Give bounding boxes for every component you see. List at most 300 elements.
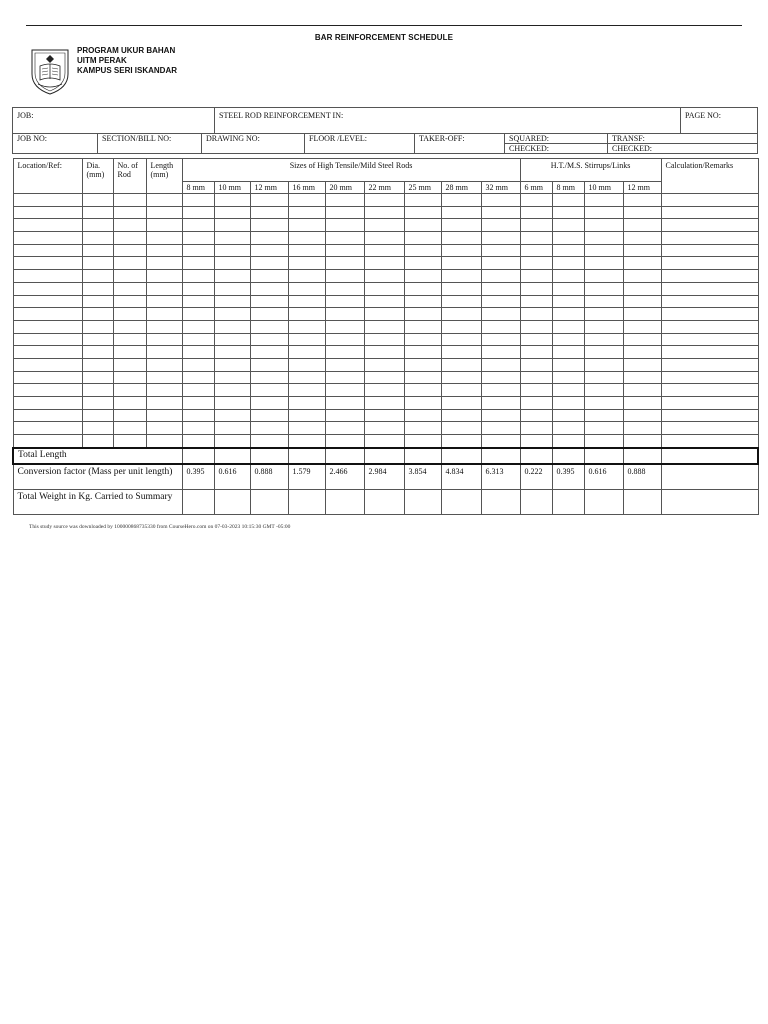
entry-cell[interactable] — [623, 371, 661, 384]
entry-cell[interactable] — [404, 397, 441, 410]
entry-cell[interactable] — [661, 257, 758, 270]
entry-cell[interactable] — [481, 206, 520, 219]
entry-cell[interactable] — [146, 422, 182, 435]
total-weight-cell[interactable] — [481, 489, 520, 514]
entry-cell[interactable] — [182, 320, 214, 333]
entry-cell[interactable] — [520, 422, 552, 435]
entry-cell[interactable] — [182, 333, 214, 346]
entry-cell[interactable] — [214, 282, 250, 295]
entry-cell[interactable] — [182, 435, 214, 448]
entry-cell[interactable] — [214, 295, 250, 308]
entry-cell[interactable] — [364, 358, 404, 371]
entry-cell[interactable] — [325, 194, 364, 207]
entry-cell[interactable] — [250, 320, 288, 333]
entry-cell[interactable] — [623, 270, 661, 283]
entry-cell[interactable] — [623, 333, 661, 346]
entry-cell[interactable] — [520, 308, 552, 321]
entry-cell[interactable] — [584, 409, 623, 422]
entry-cell[interactable] — [481, 333, 520, 346]
entry-cell[interactable] — [364, 206, 404, 219]
entry-cell[interactable] — [584, 295, 623, 308]
entry-cell[interactable] — [13, 219, 82, 232]
transf-field[interactable]: TRANSF: — [608, 134, 758, 144]
entry-cell[interactable] — [214, 384, 250, 397]
entry-cell[interactable] — [13, 257, 82, 270]
entry-cell[interactable] — [552, 346, 584, 359]
entry-cell[interactable] — [661, 384, 758, 397]
entry-cell[interactable] — [146, 308, 182, 321]
entry-cell[interactable] — [250, 422, 288, 435]
entry-cell[interactable] — [584, 320, 623, 333]
total-weight-cell[interactable] — [288, 489, 325, 514]
entry-cell[interactable] — [552, 308, 584, 321]
total-weight-cell[interactable] — [623, 489, 661, 514]
entry-cell[interactable] — [404, 232, 441, 245]
section-bill-field[interactable]: SECTION/BILL NO: — [98, 134, 202, 154]
entry-cell[interactable] — [325, 295, 364, 308]
entry-cell[interactable] — [82, 219, 113, 232]
entry-cell[interactable] — [364, 384, 404, 397]
entry-cell[interactable] — [441, 219, 481, 232]
entry-cell[interactable] — [623, 244, 661, 257]
entry-cell[interactable] — [13, 244, 82, 257]
entry-cell[interactable] — [623, 422, 661, 435]
total-length-cell[interactable] — [364, 448, 404, 464]
entry-cell[interactable] — [623, 384, 661, 397]
entry-cell[interactable] — [404, 219, 441, 232]
entry-cell[interactable] — [552, 358, 584, 371]
entry-cell[interactable] — [584, 282, 623, 295]
entry-cell[interactable] — [661, 219, 758, 232]
entry-cell[interactable] — [520, 346, 552, 359]
entry-cell[interactable] — [288, 397, 325, 410]
total-length-cell[interactable] — [250, 448, 288, 464]
entry-cell[interactable] — [82, 358, 113, 371]
entry-cell[interactable] — [661, 346, 758, 359]
entry-cell[interactable] — [288, 232, 325, 245]
entry-cell[interactable] — [661, 308, 758, 321]
entry-cell[interactable] — [661, 282, 758, 295]
entry-cell[interactable] — [214, 257, 250, 270]
entry-cell[interactable] — [250, 333, 288, 346]
entry-cell[interactable] — [623, 358, 661, 371]
entry-cell[interactable] — [623, 409, 661, 422]
entry-cell[interactable] — [552, 422, 584, 435]
entry-cell[interactable] — [13, 320, 82, 333]
entry-cell[interactable] — [182, 257, 214, 270]
entry-cell[interactable] — [325, 409, 364, 422]
entry-cell[interactable] — [552, 397, 584, 410]
entry-cell[interactable] — [441, 232, 481, 245]
total-length-cell[interactable] — [623, 448, 661, 464]
entry-cell[interactable] — [623, 308, 661, 321]
entry-cell[interactable] — [552, 295, 584, 308]
entry-cell[interactable] — [552, 333, 584, 346]
entry-cell[interactable] — [661, 422, 758, 435]
entry-cell[interactable] — [441, 270, 481, 283]
conversion-remarks-cell[interactable] — [661, 464, 758, 490]
entry-cell[interactable] — [481, 194, 520, 207]
entry-cell[interactable] — [82, 409, 113, 422]
entry-cell[interactable] — [623, 295, 661, 308]
entry-cell[interactable] — [82, 206, 113, 219]
entry-cell[interactable] — [623, 397, 661, 410]
taker-off-field[interactable]: TAKER-OFF: — [415, 134, 505, 154]
entry-cell[interactable] — [214, 206, 250, 219]
entry-cell[interactable] — [661, 244, 758, 257]
entry-cell[interactable] — [288, 333, 325, 346]
entry-cell[interactable] — [364, 308, 404, 321]
entry-cell[interactable] — [146, 320, 182, 333]
entry-cell[interactable] — [325, 320, 364, 333]
entry-cell[interactable] — [82, 308, 113, 321]
entry-cell[interactable] — [404, 435, 441, 448]
entry-cell[interactable] — [481, 384, 520, 397]
entry-cell[interactable] — [113, 333, 146, 346]
squared-field[interactable]: SQUARED: — [505, 134, 608, 144]
entry-cell[interactable] — [82, 384, 113, 397]
entry-cell[interactable] — [584, 371, 623, 384]
entry-cell[interactable] — [481, 270, 520, 283]
entry-cell[interactable] — [584, 358, 623, 371]
entry-cell[interactable] — [113, 295, 146, 308]
entry-cell[interactable] — [584, 422, 623, 435]
entry-cell[interactable] — [250, 397, 288, 410]
entry-cell[interactable] — [661, 206, 758, 219]
entry-cell[interactable] — [325, 435, 364, 448]
entry-cell[interactable] — [552, 194, 584, 207]
entry-cell[interactable] — [364, 219, 404, 232]
entry-cell[interactable] — [82, 270, 113, 283]
entry-cell[interactable] — [481, 257, 520, 270]
entry-cell[interactable] — [113, 397, 146, 410]
entry-cell[interactable] — [623, 346, 661, 359]
entry-cell[interactable] — [584, 206, 623, 219]
entry-cell[interactable] — [623, 435, 661, 448]
entry-cell[interactable] — [520, 371, 552, 384]
entry-cell[interactable] — [481, 422, 520, 435]
entry-cell[interactable] — [146, 371, 182, 384]
entry-cell[interactable] — [661, 333, 758, 346]
entry-cell[interactable] — [404, 308, 441, 321]
total-weight-cell[interactable] — [520, 489, 552, 514]
entry-cell[interactable] — [146, 232, 182, 245]
entry-cell[interactable] — [481, 232, 520, 245]
total-length-cell[interactable] — [441, 448, 481, 464]
entry-cell[interactable] — [146, 244, 182, 257]
entry-cell[interactable] — [182, 308, 214, 321]
entry-cell[interactable] — [584, 384, 623, 397]
entry-cell[interactable] — [441, 206, 481, 219]
entry-cell[interactable] — [113, 308, 146, 321]
entry-cell[interactable] — [82, 282, 113, 295]
total-weight-cell[interactable] — [364, 489, 404, 514]
entry-cell[interactable] — [113, 206, 146, 219]
entry-cell[interactable] — [481, 282, 520, 295]
entry-cell[interactable] — [250, 409, 288, 422]
entry-cell[interactable] — [364, 320, 404, 333]
entry-cell[interactable] — [288, 435, 325, 448]
entry-cell[interactable] — [661, 194, 758, 207]
entry-cell[interactable] — [441, 384, 481, 397]
entry-cell[interactable] — [82, 194, 113, 207]
total-length-cell[interactable] — [214, 448, 250, 464]
entry-cell[interactable] — [13, 270, 82, 283]
entry-cell[interactable] — [441, 409, 481, 422]
entry-cell[interactable] — [623, 232, 661, 245]
total-length-cell[interactable] — [182, 448, 214, 464]
entry-cell[interactable] — [520, 435, 552, 448]
entry-cell[interactable] — [113, 435, 146, 448]
entry-cell[interactable] — [82, 397, 113, 410]
entry-cell[interactable] — [661, 270, 758, 283]
total-weight-cell[interactable] — [584, 489, 623, 514]
entry-cell[interactable] — [214, 371, 250, 384]
entry-cell[interactable] — [623, 206, 661, 219]
entry-cell[interactable] — [404, 409, 441, 422]
total-length-cell[interactable] — [661, 448, 758, 464]
entry-cell[interactable] — [552, 409, 584, 422]
entry-cell[interactable] — [441, 308, 481, 321]
entry-cell[interactable] — [146, 384, 182, 397]
entry-cell[interactable] — [552, 282, 584, 295]
entry-cell[interactable] — [661, 320, 758, 333]
entry-cell[interactable] — [214, 219, 250, 232]
entry-cell[interactable] — [146, 333, 182, 346]
entry-cell[interactable] — [82, 422, 113, 435]
entry-cell[interactable] — [404, 346, 441, 359]
entry-cell[interactable] — [325, 219, 364, 232]
entry-cell[interactable] — [325, 371, 364, 384]
entry-cell[interactable] — [325, 206, 364, 219]
entry-cell[interactable] — [250, 358, 288, 371]
entry-cell[interactable] — [481, 308, 520, 321]
entry-cell[interactable] — [441, 346, 481, 359]
entry-cell[interactable] — [481, 295, 520, 308]
entry-cell[interactable] — [288, 219, 325, 232]
entry-cell[interactable] — [13, 435, 82, 448]
entry-cell[interactable] — [481, 397, 520, 410]
total-weight-cell[interactable] — [661, 489, 758, 514]
entry-cell[interactable] — [288, 295, 325, 308]
entry-cell[interactable] — [441, 435, 481, 448]
entry-cell[interactable] — [13, 333, 82, 346]
entry-cell[interactable] — [82, 435, 113, 448]
entry-cell[interactable] — [250, 219, 288, 232]
entry-cell[interactable] — [82, 295, 113, 308]
entry-cell[interactable] — [552, 257, 584, 270]
entry-cell[interactable] — [82, 257, 113, 270]
entry-cell[interactable] — [214, 358, 250, 371]
entry-cell[interactable] — [404, 270, 441, 283]
entry-cell[interactable] — [113, 422, 146, 435]
entry-cell[interactable] — [404, 282, 441, 295]
entry-cell[interactable] — [182, 397, 214, 410]
entry-cell[interactable] — [82, 320, 113, 333]
entry-cell[interactable] — [113, 409, 146, 422]
total-weight-cell[interactable] — [214, 489, 250, 514]
entry-cell[interactable] — [661, 232, 758, 245]
entry-cell[interactable] — [214, 232, 250, 245]
entry-cell[interactable] — [82, 232, 113, 245]
entry-cell[interactable] — [481, 320, 520, 333]
entry-cell[interactable] — [182, 282, 214, 295]
entry-cell[interactable] — [146, 282, 182, 295]
entry-cell[interactable] — [364, 194, 404, 207]
entry-cell[interactable] — [325, 244, 364, 257]
entry-cell[interactable] — [404, 358, 441, 371]
entry-cell[interactable] — [481, 371, 520, 384]
entry-cell[interactable] — [182, 206, 214, 219]
entry-cell[interactable] — [404, 422, 441, 435]
entry-cell[interactable] — [325, 270, 364, 283]
total-weight-cell[interactable] — [182, 489, 214, 514]
entry-cell[interactable] — [250, 295, 288, 308]
entry-cell[interactable] — [661, 409, 758, 422]
total-length-cell[interactable] — [552, 448, 584, 464]
entry-cell[interactable] — [182, 384, 214, 397]
entry-cell[interactable] — [364, 435, 404, 448]
entry-cell[interactable] — [13, 384, 82, 397]
entry-cell[interactable] — [481, 219, 520, 232]
entry-cell[interactable] — [250, 270, 288, 283]
entry-cell[interactable] — [552, 435, 584, 448]
entry-cell[interactable] — [182, 422, 214, 435]
entry-cell[interactable] — [214, 270, 250, 283]
entry-cell[interactable] — [584, 194, 623, 207]
total-weight-cell[interactable] — [250, 489, 288, 514]
entry-cell[interactable] — [146, 435, 182, 448]
entry-cell[interactable] — [325, 257, 364, 270]
entry-cell[interactable] — [481, 244, 520, 257]
entry-cell[interactable] — [82, 333, 113, 346]
entry-cell[interactable] — [250, 384, 288, 397]
entry-cell[interactable] — [404, 244, 441, 257]
entry-cell[interactable] — [661, 435, 758, 448]
entry-cell[interactable] — [441, 333, 481, 346]
total-weight-cell[interactable] — [441, 489, 481, 514]
entry-cell[interactable] — [82, 244, 113, 257]
entry-cell[interactable] — [520, 333, 552, 346]
entry-cell[interactable] — [481, 346, 520, 359]
entry-cell[interactable] — [364, 244, 404, 257]
entry-cell[interactable] — [250, 435, 288, 448]
page-no-field[interactable]: PAGE NO: — [681, 108, 758, 134]
entry-cell[interactable] — [288, 282, 325, 295]
entry-cell[interactable] — [364, 371, 404, 384]
total-length-cell[interactable] — [520, 448, 552, 464]
entry-cell[interactable] — [520, 244, 552, 257]
entry-cell[interactable] — [250, 244, 288, 257]
entry-cell[interactable] — [441, 397, 481, 410]
total-length-cell[interactable] — [481, 448, 520, 464]
entry-cell[interactable] — [552, 219, 584, 232]
entry-cell[interactable] — [364, 282, 404, 295]
entry-cell[interactable] — [214, 397, 250, 410]
entry-cell[interactable] — [552, 232, 584, 245]
entry-cell[interactable] — [325, 346, 364, 359]
entry-cell[interactable] — [250, 346, 288, 359]
entry-cell[interactable] — [182, 358, 214, 371]
entry-cell[interactable] — [146, 219, 182, 232]
entry-cell[interactable] — [113, 219, 146, 232]
entry-cell[interactable] — [520, 358, 552, 371]
entry-cell[interactable] — [520, 384, 552, 397]
entry-cell[interactable] — [520, 270, 552, 283]
entry-cell[interactable] — [404, 320, 441, 333]
entry-cell[interactable] — [364, 422, 404, 435]
entry-cell[interactable] — [146, 295, 182, 308]
checked-field-1[interactable]: CHECKED: — [505, 144, 608, 154]
entry-cell[interactable] — [288, 257, 325, 270]
entry-cell[interactable] — [250, 232, 288, 245]
entry-cell[interactable] — [13, 397, 82, 410]
entry-cell[interactable] — [404, 384, 441, 397]
entry-cell[interactable] — [404, 206, 441, 219]
entry-cell[interactable] — [113, 358, 146, 371]
entry-cell[interactable] — [182, 371, 214, 384]
entry-cell[interactable] — [113, 384, 146, 397]
entry-cell[interactable] — [441, 320, 481, 333]
entry-cell[interactable] — [364, 333, 404, 346]
entry-cell[interactable] — [13, 194, 82, 207]
entry-cell[interactable] — [146, 346, 182, 359]
job-no-field[interactable]: JOB NO: — [13, 134, 98, 154]
entry-cell[interactable] — [584, 270, 623, 283]
entry-cell[interactable] — [441, 282, 481, 295]
total-length-cell[interactable] — [325, 448, 364, 464]
entry-cell[interactable] — [441, 194, 481, 207]
entry-cell[interactable] — [288, 244, 325, 257]
entry-cell[interactable] — [146, 409, 182, 422]
total-length-cell[interactable] — [288, 448, 325, 464]
entry-cell[interactable] — [364, 295, 404, 308]
total-weight-cell[interactable] — [552, 489, 584, 514]
entry-cell[interactable] — [13, 308, 82, 321]
entry-cell[interactable] — [520, 257, 552, 270]
entry-cell[interactable] — [520, 232, 552, 245]
entry-cell[interactable] — [661, 371, 758, 384]
entry-cell[interactable] — [325, 232, 364, 245]
entry-cell[interactable] — [82, 346, 113, 359]
entry-cell[interactable] — [288, 358, 325, 371]
entry-cell[interactable] — [214, 194, 250, 207]
entry-cell[interactable] — [325, 397, 364, 410]
entry-cell[interactable] — [520, 194, 552, 207]
entry-cell[interactable] — [325, 333, 364, 346]
entry-cell[interactable] — [214, 346, 250, 359]
drawing-no-field[interactable]: DRAWING NO: — [202, 134, 305, 154]
entry-cell[interactable] — [214, 409, 250, 422]
entry-cell[interactable] — [250, 371, 288, 384]
entry-cell[interactable] — [584, 232, 623, 245]
entry-cell[interactable] — [288, 320, 325, 333]
entry-cell[interactable] — [623, 320, 661, 333]
entry-cell[interactable] — [113, 232, 146, 245]
entry-cell[interactable] — [552, 320, 584, 333]
entry-cell[interactable] — [13, 409, 82, 422]
entry-cell[interactable] — [584, 308, 623, 321]
entry-cell[interactable] — [13, 232, 82, 245]
entry-cell[interactable] — [520, 397, 552, 410]
entry-cell[interactable] — [288, 409, 325, 422]
entry-cell[interactable] — [113, 371, 146, 384]
entry-cell[interactable] — [214, 333, 250, 346]
entry-cell[interactable] — [325, 422, 364, 435]
entry-cell[interactable] — [113, 257, 146, 270]
entry-cell[interactable] — [113, 320, 146, 333]
entry-cell[interactable] — [404, 371, 441, 384]
